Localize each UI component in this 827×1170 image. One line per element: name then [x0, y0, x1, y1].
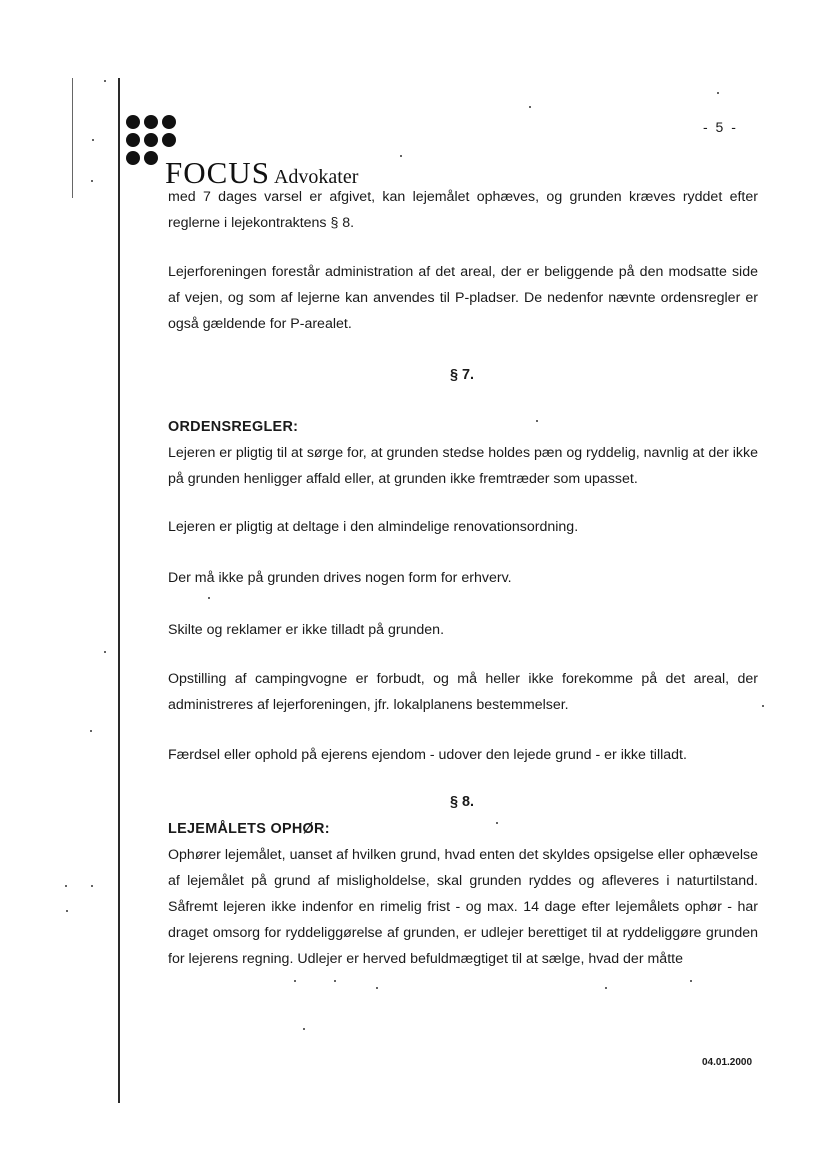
paragraph-intro: med 7 dages varsel er afgivet, kan lejemålet ophæves, og grunden kræves ryddet efter reglerne i lejekontraktens § 8.	[168, 189, 758, 231]
paragraph-camping: Opstilling af campingvogne er forbudt, og må heller ikke forekomme på det areal, der administreres af lejerforeningen, jfr. lokalplanens bestemmelser.	[168, 671, 758, 713]
scan-speck	[690, 980, 692, 982]
scan-speck	[400, 155, 402, 157]
scan-speck	[208, 597, 210, 599]
section-7-number: § 7.	[449, 367, 474, 383]
scan-speck	[303, 1028, 305, 1030]
binding-margin-line	[118, 78, 120, 1103]
logo-brand-suffix: Advokater	[273, 166, 359, 188]
paragraph-traffic: Færdsel eller ophold på ejerens ejendom - udover den lejede grund - er ikke tilladt.	[168, 747, 687, 763]
binding-margin-line-short	[72, 78, 73, 198]
scan-speck	[529, 106, 531, 108]
section-8-block	[168, 816, 758, 972]
scan-speck	[334, 980, 336, 982]
paragraph-traffic-block	[168, 742, 758, 768]
scan-speck	[294, 980, 296, 982]
section-8-number: § 8.	[449, 794, 474, 810]
paragraph-termination: Ophører lejemålet, uanset af hvilken grund, hvad enten det skyldes opsigelse eller ophævelse af lejemålet på grund af misligholdelse, skal grunden ryddes og afleveres i naturtilstand. Såfremt lejeren ikke indenfor en rimelig frist - og max. 14 dage efter lejemålets ophør - har draget omsorg for ryddeliggørelse af grunden, er udlejer berettiget til at ryddeliggøre grunden for lejerens regning. Udlejer er herved befuldmægtiget til at sælge, hvad der måtte	[168, 847, 758, 967]
paragraph-signs: Skilte og reklamer er ikke tilladt på grunden.	[168, 622, 445, 638]
section-7-block	[168, 414, 758, 492]
paragraph-clean: Lejeren er pligtig til at sørge for, at grunden stedse holdes pæn og ryddelig, navnlig at der ikke på grunden henligger affald eller, at grunden ikke fremtræder som upasset.	[168, 445, 758, 487]
section-8-heading: LEJEMÅLETS OPHØR:	[168, 821, 330, 837]
paragraph-business: Der må ikke på grunden drives nogen form for erhverv.	[168, 570, 512, 586]
paragraph-business-block	[168, 565, 758, 591]
logo-brand: FOCUS	[165, 155, 270, 190]
scan-speck	[90, 730, 92, 732]
scan-speck	[92, 139, 94, 141]
scan-speck	[762, 705, 764, 707]
paragraph-camping-block	[168, 666, 758, 718]
scan-speck	[91, 885, 93, 887]
scan-speck	[717, 92, 719, 94]
paragraph-intro-block	[168, 184, 758, 236]
paragraph-parking: Lejerforeningen forestår administration af det areal, der er beliggende på den modsatte side af vejen, og som af lejerne kan anvendes til P-pladser. De nedenfor nævnte ordensregler er også gældende for P-arealet.	[168, 264, 758, 332]
scan-speck	[91, 180, 93, 182]
footer-date: 04.01.2000	[702, 1057, 753, 1068]
scan-speck	[605, 987, 607, 989]
scan-speck	[104, 80, 106, 82]
scan-speck	[104, 651, 106, 653]
scan-speck	[376, 987, 378, 989]
paragraph-renovation: Lejeren er pligtig at deltage i den almindelige renovationsordning.	[168, 519, 579, 535]
scan-speck	[65, 885, 67, 887]
paragraph-signs-block	[168, 617, 758, 643]
scan-speck	[66, 910, 68, 912]
paragraph-renovation-block	[168, 514, 758, 540]
page-number: - 5 -	[703, 119, 738, 135]
paragraph-parking-block	[168, 259, 758, 337]
section-7-heading: ORDENSREGLER:	[168, 419, 299, 435]
